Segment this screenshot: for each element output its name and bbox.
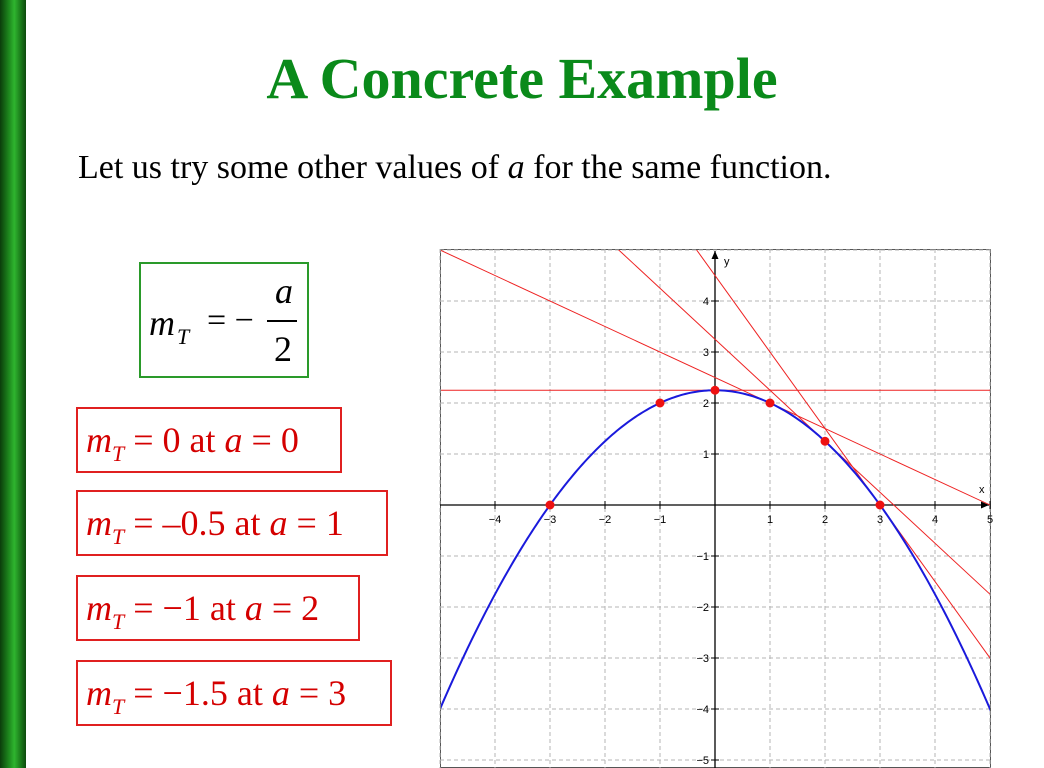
subtitle-text-end: for the same function. bbox=[524, 149, 832, 186]
slope-formula-box bbox=[139, 262, 309, 378]
subtitle-variable: a bbox=[507, 149, 525, 186]
case-slope: = −1.5 at bbox=[124, 673, 272, 713]
slide-subtitle bbox=[78, 148, 831, 188]
tangent-point bbox=[711, 386, 720, 395]
parabola-tangent-graph bbox=[440, 249, 994, 768]
x-tick-label: 4 bbox=[931, 514, 939, 526]
x-tick-label: 3 bbox=[876, 514, 884, 526]
case-a-value: = 1 bbox=[287, 503, 344, 543]
case-subscript: T bbox=[112, 694, 125, 719]
case-box-a3 bbox=[76, 660, 392, 726]
y-tick-label: 4 bbox=[702, 296, 709, 308]
x-tick-label: 1 bbox=[766, 514, 774, 526]
x-tick-label: −2 bbox=[598, 514, 612, 526]
side-accent-bar bbox=[0, 0, 26, 768]
y-tick-label: 3 bbox=[702, 347, 709, 359]
case-slope: = 0 at bbox=[124, 420, 225, 460]
case-slope: = –0.5 at bbox=[124, 503, 270, 543]
case-a-value: = 3 bbox=[289, 673, 347, 713]
tangent-point bbox=[766, 399, 775, 408]
x-tick-label: 2 bbox=[821, 514, 829, 526]
formula-numerator: a bbox=[275, 271, 293, 311]
y-tick-label: −5 bbox=[696, 755, 709, 767]
x-tick-label: −4 bbox=[488, 514, 502, 526]
case-subscript: T bbox=[112, 524, 125, 549]
case-box-a1 bbox=[76, 490, 388, 556]
case-a-value: = 2 bbox=[262, 588, 320, 628]
tangent-point bbox=[876, 501, 885, 510]
y-tick-label: −1 bbox=[696, 551, 709, 563]
case-subscript: T bbox=[112, 441, 125, 466]
formula-m: m bbox=[149, 303, 175, 343]
case-box-a0 bbox=[76, 407, 342, 473]
tangent-point bbox=[546, 501, 555, 510]
case-a: a bbox=[224, 420, 243, 460]
y-tick-label: −4 bbox=[696, 704, 709, 716]
x-axis-label: x bbox=[979, 484, 985, 496]
x-tick-label: 5 bbox=[986, 514, 994, 526]
case-a: a bbox=[269, 503, 288, 543]
tangent-point bbox=[656, 399, 665, 408]
case-a-value: = 0 bbox=[242, 420, 299, 460]
y-tick-label: 2 bbox=[702, 398, 709, 410]
y-tick-label: −2 bbox=[696, 602, 709, 614]
formula-equals-minus: = − bbox=[207, 302, 254, 339]
x-tick-label: −1 bbox=[653, 514, 667, 526]
slide-title: A Concrete Example bbox=[266, 46, 778, 111]
y-axis-label: y bbox=[724, 256, 730, 268]
x-tick-label: −3 bbox=[543, 514, 557, 526]
formula-denominator: 2 bbox=[274, 329, 292, 369]
formula-subscript: T bbox=[177, 324, 190, 349]
case-m: m bbox=[86, 503, 112, 543]
case-box-a2 bbox=[76, 575, 360, 641]
tangent-point bbox=[821, 437, 830, 446]
case-slope: = −1 at bbox=[124, 588, 245, 628]
y-tick-label: 1 bbox=[702, 449, 709, 461]
subtitle-text-start: Let us try some other values of bbox=[78, 149, 508, 186]
case-m: m bbox=[86, 588, 112, 628]
case-a: a bbox=[244, 588, 263, 628]
case-m: m bbox=[86, 673, 112, 713]
case-subscript: T bbox=[112, 609, 125, 634]
case-a: a bbox=[271, 673, 290, 713]
y-tick-label: −3 bbox=[696, 653, 709, 665]
case-m: m bbox=[86, 420, 112, 460]
fraction-bar bbox=[267, 320, 297, 322]
